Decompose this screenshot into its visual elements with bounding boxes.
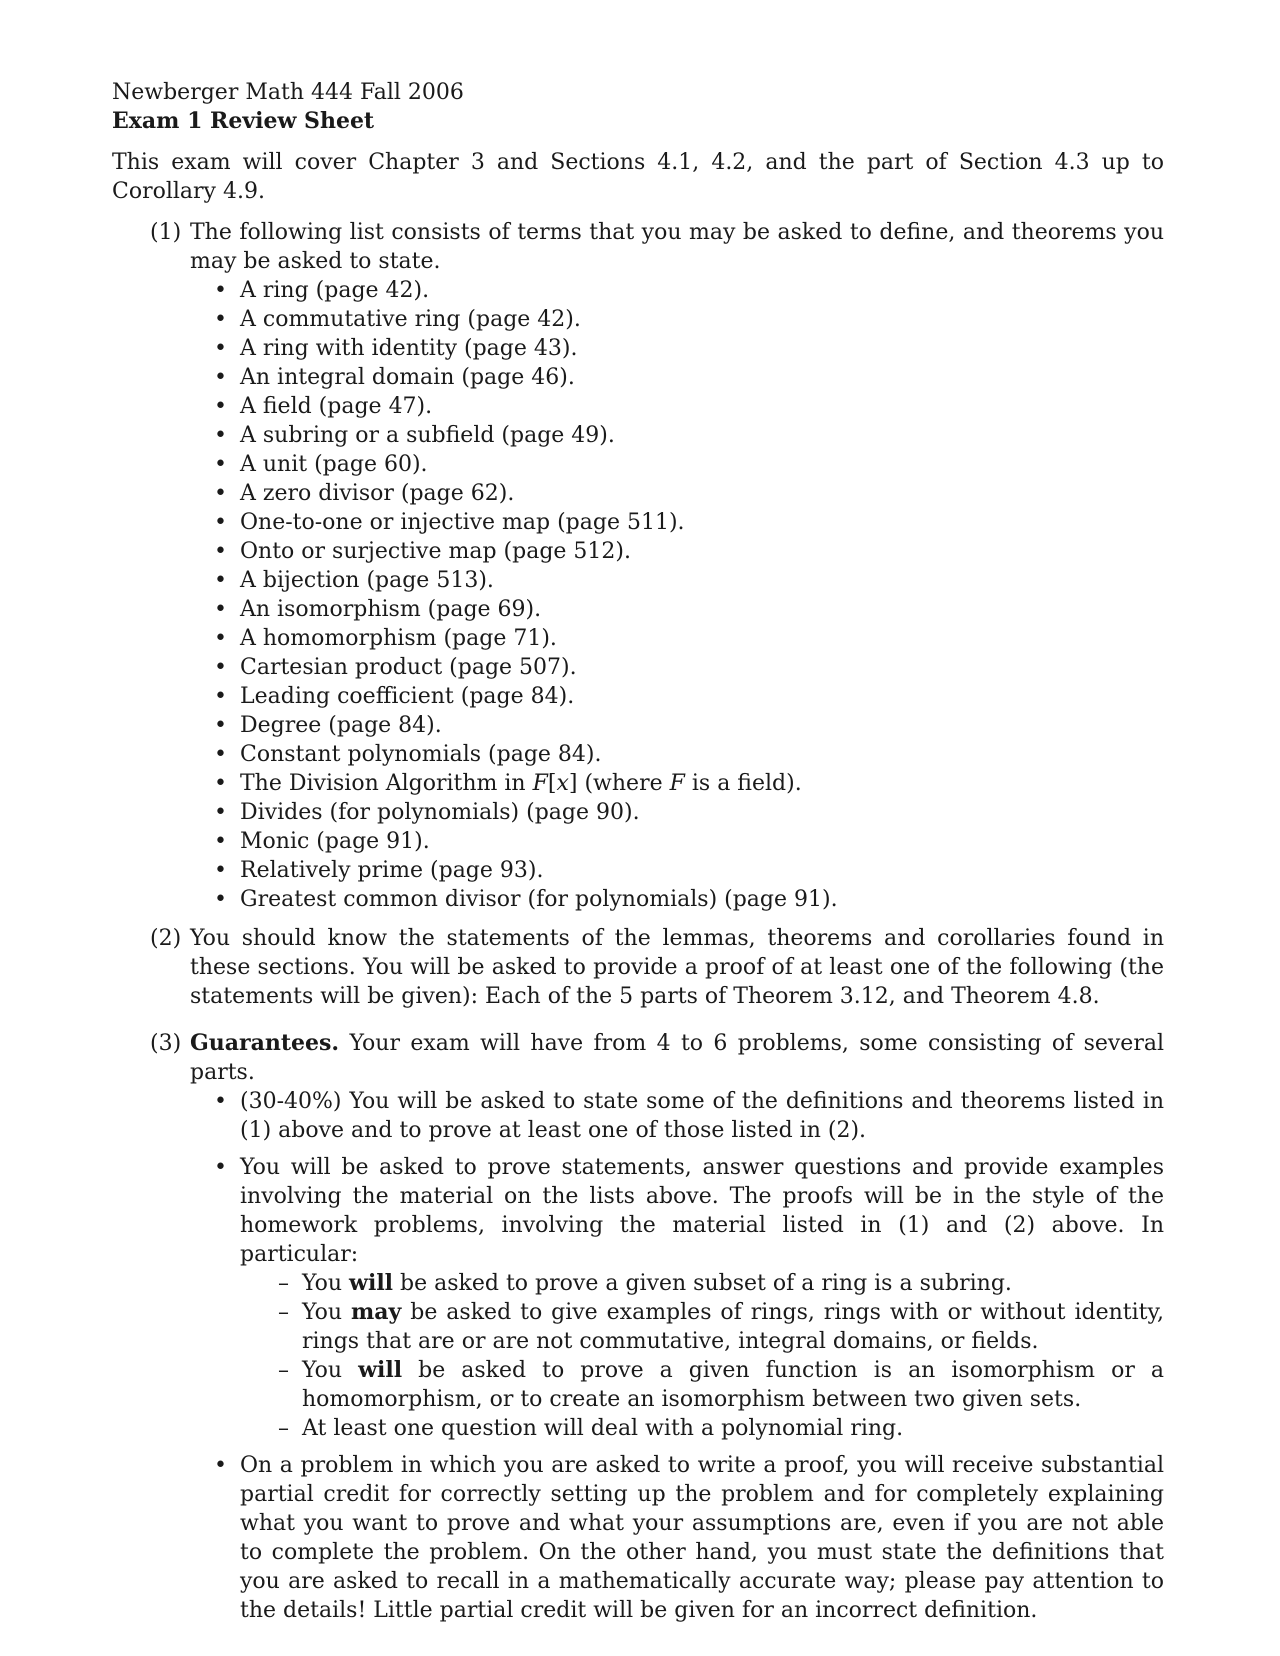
list-item: • Cartesian product (page 507). [240, 653, 1164, 682]
review-sheet-page [112, 78, 1164, 1625]
list-item: • The Division Algorithm in F[x] (where F is a field). [240, 769, 1164, 798]
list-item: • A ring (page 42). [240, 276, 1164, 305]
section-1 [150, 218, 1164, 914]
list-item: • An isomorphism (page 69). [240, 595, 1164, 624]
list-item: • Monic (page 91). [240, 827, 1164, 856]
list-item: • Constant polynomials (page 84). [240, 740, 1164, 769]
section-number: (1) [150, 220, 182, 245]
emphasis: may [350, 1299, 402, 1325]
section-2 [150, 924, 1164, 1011]
sub-list-item: – You will be asked to prove a given subset of a ring is a subring. [302, 1269, 1164, 1298]
section-3 [150, 1029, 1164, 1625]
particulars-list [240, 1269, 1164, 1443]
intro-paragraph: This exam will cover Chapter 3 and Sections 4.1, 4.2, and the part of Section 4.3 up to Corollary 4.9. [112, 150, 1164, 204]
list-item: • A unit (page 60). [240, 450, 1164, 479]
section-3-text: Your exam will have from 4 to 6 problems, some consisting of several parts. [190, 1031, 1164, 1085]
emphasis: will [349, 1270, 394, 1296]
course-header: Newberger Math 444 Fall 2006 [112, 80, 464, 105]
list-item: • A subring or a subfield (page 49). [240, 421, 1164, 450]
list-item: • A ring with identity (page 43). [240, 334, 1164, 363]
definitions-list [190, 276, 1164, 914]
section-2-text: You should know the statements of the lemmas, theorems and corollaries found in these sections. You will be asked to provide a proof of at least one of the following (the statements will be given): Each of the 5 parts of Theorem 3.12, and Theorem 4.8. [190, 926, 1164, 1009]
list-item: • One-to-one or injective map (page 511). [240, 508, 1164, 537]
list-item: • A field (page 47). [240, 392, 1164, 421]
page-title: Exam 1 Review Sheet [112, 108, 375, 134]
list-item: • A zero divisor (page 62). [240, 479, 1164, 508]
list-item: • Degree (page 84). [240, 711, 1164, 740]
list-item: • A commutative ring (page 42). [240, 305, 1164, 334]
list-item: • Onto or surjective map (page 512). [240, 537, 1164, 566]
guarantees-list [190, 1087, 1164, 1625]
sub-list-item: – You may be asked to give examples of rings, rings with or without identity, rings that are or are not commutative, integral domains, or fields. [302, 1298, 1164, 1356]
section-1-text: The following list consists of terms that you may be asked to define, and theorems you may be asked to state. [190, 220, 1164, 274]
list-item: • Relatively prime (page 93). [240, 856, 1164, 885]
list-item: • A homomorphism (page 71). [240, 624, 1164, 653]
section-number: (3) [150, 1031, 182, 1056]
list-item: • A bijection (page 513). [240, 566, 1164, 595]
list-item: • Leading coefficient (page 84). [240, 682, 1164, 711]
list-item: • On a problem in which you are asked to write a proof, you will receive substantial partial credit for correctly setting up the problem and for completely explaining what you want to prove and what your assumptions are, even if you are not able to complete the problem. On the other hand, you must state the definitions that you are asked to recall in a mathematically accurate way; please pay attention to the details! Little partial credit will be given for an incorrect definition. [240, 1451, 1164, 1625]
sub-list-item: – At least one question will deal with a polynomial ring. [302, 1414, 1164, 1443]
sub-list-item: – You will be asked to prove a given function is an isomorphism or a homomorphism, or to create an isomorphism between two given sets. [302, 1356, 1164, 1414]
list-item: • Divides (for polynomials) (page 90). [240, 798, 1164, 827]
list-item: • Greatest common divisor (for polynomials) (page 91). [240, 885, 1164, 914]
list-item-text: • You will be asked to prove statements, answer questions and provide examples involving the material on the lists above. The proofs will be in the style of the homework problems, involving the material listed in (1) and (2) above. In particular: [240, 1155, 1164, 1267]
list-item: • An integral domain (page 46). [240, 363, 1164, 392]
section-3-lead-paragraph [190, 1029, 1164, 1087]
section-number: (2) [150, 926, 182, 951]
list-item: • (30-40%) You will be asked to state some of the definitions and theorems listed in (1) above and to prove at least one of those listed in (2). [240, 1087, 1164, 1145]
guarantees-heading: Guarantees. [190, 1030, 340, 1056]
list-item [240, 1153, 1164, 1443]
emphasis: will [358, 1357, 403, 1383]
